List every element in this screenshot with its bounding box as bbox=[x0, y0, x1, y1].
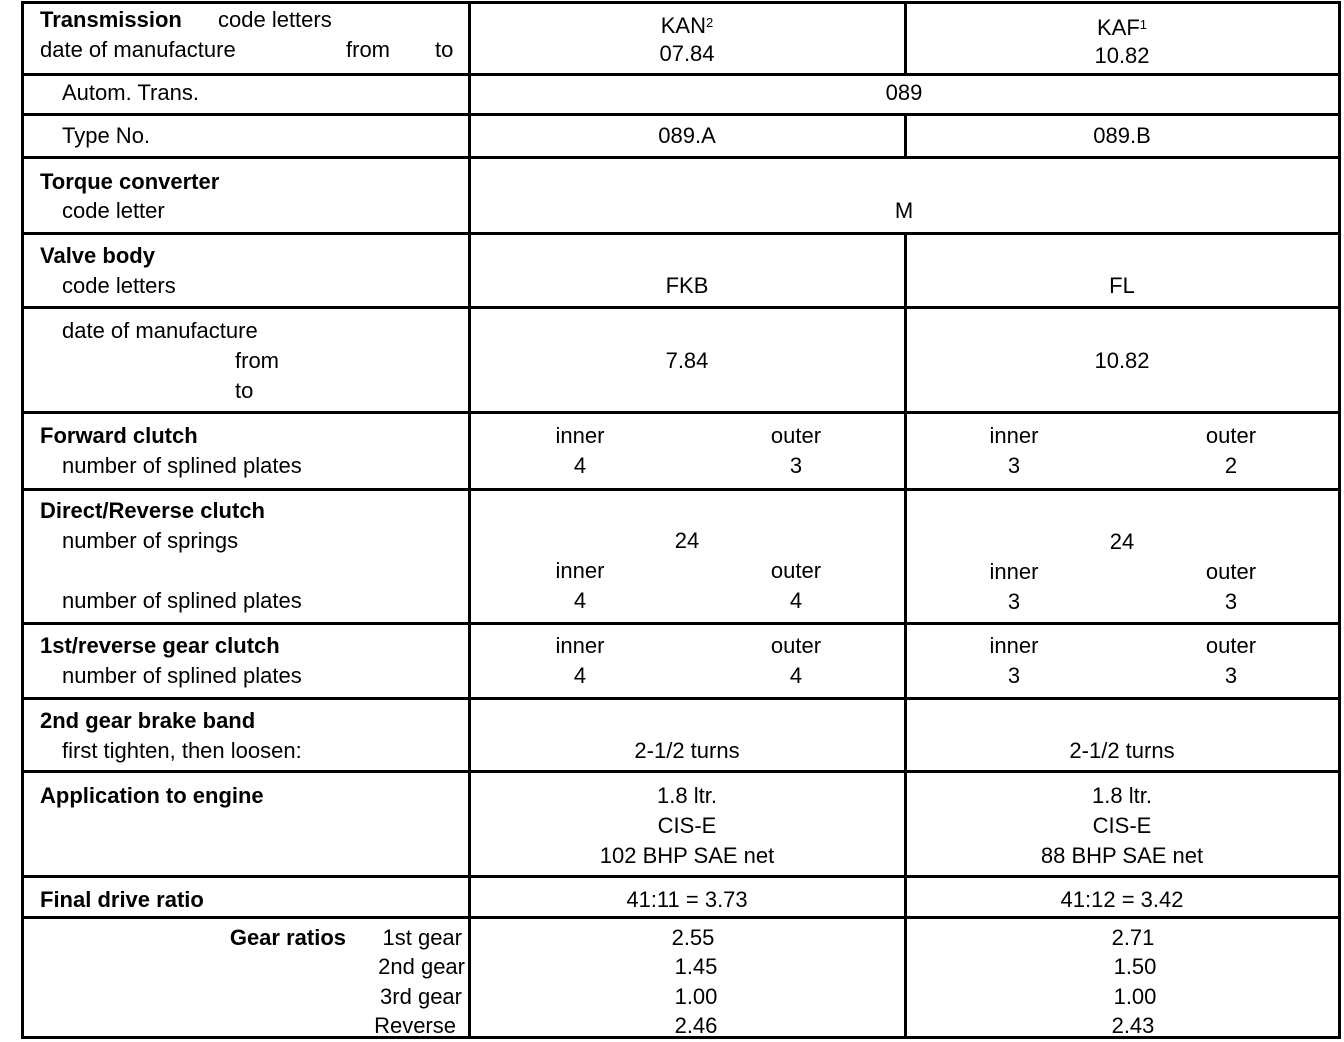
direct-c1-outer-label: outer bbox=[770, 558, 822, 583]
forward-title: Forward clutch bbox=[40, 423, 198, 448]
first-rev-sub: number of splined plates bbox=[62, 663, 302, 688]
first-rev-c2-outer: 3 bbox=[1224, 663, 1238, 688]
header-date-label: date of manufacture bbox=[40, 37, 236, 62]
direct-c1-springs: 24 bbox=[674, 528, 700, 553]
col2-date: 10.82 bbox=[1094, 43, 1150, 68]
header-title: Transmission bbox=[40, 7, 182, 32]
valve-col2: FL bbox=[1109, 273, 1135, 298]
direct-plates-label: number of splined plates bbox=[62, 588, 302, 613]
valve-from-label: from bbox=[235, 348, 279, 373]
forward-c1-inner: 4 bbox=[573, 453, 587, 478]
engine-c1-line3: 102 BHP SAE net bbox=[599, 843, 775, 868]
forward-c1-outer-label: outer bbox=[770, 423, 822, 448]
row-divider bbox=[21, 697, 1341, 700]
final-drive-label: Final drive ratio bbox=[40, 887, 204, 912]
forward-c2-inner-label: inner bbox=[989, 423, 1039, 448]
direct-springs-label: number of springs bbox=[62, 528, 239, 553]
first-rev-c1-outer: 4 bbox=[789, 663, 803, 688]
gear-row-col2: 1.50 bbox=[1113, 954, 1157, 979]
row-divider bbox=[21, 770, 1341, 773]
first-rev-c2-inner: 3 bbox=[1007, 663, 1021, 688]
direct-c2-inner-label: inner bbox=[989, 559, 1039, 584]
direct-c1-inner-label: inner bbox=[555, 558, 605, 583]
engine-c2-line3: 88 BHP SAE net bbox=[1040, 843, 1204, 868]
col2-code: KAF$^1$ bbox=[1096, 15, 1148, 40]
final-drive-col1: 41:11 = 3.73 bbox=[626, 887, 748, 912]
header-to-label: to bbox=[435, 37, 454, 62]
brake-col1: 2-1/2 turns bbox=[634, 738, 740, 763]
gear-row-col2: 2.43 bbox=[1111, 1013, 1155, 1038]
engine-c2-line1: 1.8 ltr. bbox=[1092, 783, 1152, 808]
valve-date-label: date of manufacture bbox=[62, 318, 258, 343]
autom-label: Autom. Trans. bbox=[62, 80, 199, 105]
torque-value: M bbox=[894, 198, 914, 223]
gear-row-label: 2nd gear bbox=[378, 954, 465, 979]
first-rev-c1-inner-label: inner bbox=[555, 633, 605, 658]
type-no-label: Type No. bbox=[62, 123, 151, 148]
direct-c2-inner: 3 bbox=[1007, 589, 1021, 614]
engine-c1-line1: 1.8 ltr. bbox=[657, 783, 717, 808]
first-rev-c2-inner-label: inner bbox=[989, 633, 1039, 658]
direct-c2-springs: 24 bbox=[1109, 529, 1135, 554]
first-rev-c1-inner: 4 bbox=[573, 663, 587, 688]
forward-c2-inner: 3 bbox=[1007, 453, 1021, 478]
col1-date: 07.84 bbox=[659, 41, 715, 66]
header-subtitle: code letters bbox=[218, 7, 332, 32]
gear-row-label: 3rd gear bbox=[380, 984, 462, 1009]
valve-sub: code letters bbox=[62, 273, 176, 298]
gear-row-col1: 1.45 bbox=[674, 954, 718, 979]
forward-c2-outer-label: outer bbox=[1205, 423, 1257, 448]
row-divider bbox=[21, 622, 1341, 625]
engine-title: Application to engine bbox=[40, 783, 264, 808]
header-from-label: from bbox=[346, 37, 390, 62]
engine-c2-line2: CIS-E bbox=[1092, 813, 1152, 838]
type-no-col1: 089.A bbox=[658, 123, 716, 148]
first-rev-c2-outer-label: outer bbox=[1205, 633, 1257, 658]
row-divider bbox=[21, 916, 1341, 919]
row-divider bbox=[21, 488, 1341, 491]
row-divider bbox=[21, 875, 1341, 878]
type-no-col2: 089.B bbox=[1093, 123, 1151, 148]
brake-sub: first tighten, then loosen: bbox=[62, 738, 302, 763]
direct-c2-outer-label: outer bbox=[1205, 559, 1257, 584]
table-border-top bbox=[21, 1, 1341, 4]
valve-col1: FKB bbox=[665, 273, 709, 298]
final-drive-col2: 41:12 = 3.42 bbox=[1060, 887, 1184, 912]
direct-c1-inner: 4 bbox=[573, 588, 587, 613]
gear-ratios-label: Gear ratios bbox=[229, 925, 346, 950]
column-divider-models bbox=[904, 1, 907, 73]
forward-sub: number of splined plates bbox=[62, 453, 302, 478]
row-divider bbox=[21, 156, 1341, 159]
engine-c1-line2: CIS-E bbox=[657, 813, 717, 838]
gear-row-col1: 2.46 bbox=[674, 1013, 718, 1038]
row-divider bbox=[21, 232, 1341, 235]
col1-code: KAN$^2$ bbox=[660, 13, 714, 38]
gear-row-col2: 1.00 bbox=[1113, 984, 1157, 1009]
gear-row-col2: 2.71 bbox=[1111, 925, 1155, 950]
row-divider bbox=[21, 306, 1341, 309]
forward-c1-outer: 3 bbox=[789, 453, 803, 478]
forward-c2-outer: 2 bbox=[1224, 453, 1238, 478]
valve-to-label: to bbox=[235, 378, 254, 403]
brake-col2: 2-1/2 turns bbox=[1069, 738, 1175, 763]
valve-title: Valve body bbox=[40, 243, 155, 268]
direct-c1-outer: 4 bbox=[789, 588, 803, 613]
direct-c2-outer: 3 bbox=[1224, 589, 1238, 614]
gear-row-label: Reverse bbox=[374, 1013, 456, 1038]
valve-date2: 10.82 bbox=[1094, 348, 1150, 373]
first-rev-title: 1st/reverse gear clutch bbox=[40, 633, 280, 658]
first-rev-c1-outer-label: outer bbox=[770, 633, 822, 658]
brake-title: 2nd gear brake band bbox=[40, 708, 256, 733]
row-divider bbox=[21, 113, 1341, 116]
gear-row-col1: 2.55 bbox=[671, 925, 715, 950]
autom-value: 089 bbox=[885, 80, 923, 105]
column-divider-models bbox=[904, 113, 907, 158]
row-divider bbox=[21, 411, 1341, 414]
direct-title: Direct/Reverse clutch bbox=[40, 498, 265, 523]
torque-sub: code letter bbox=[62, 198, 165, 223]
valve-date1: 7.84 bbox=[665, 348, 709, 373]
torque-title: Torque converter bbox=[40, 169, 220, 194]
gear-row-col1: 1.00 bbox=[674, 984, 718, 1009]
forward-c1-inner-label: inner bbox=[555, 423, 605, 448]
gear-row-label: 1st gear bbox=[382, 925, 462, 950]
row-divider bbox=[21, 73, 1341, 76]
